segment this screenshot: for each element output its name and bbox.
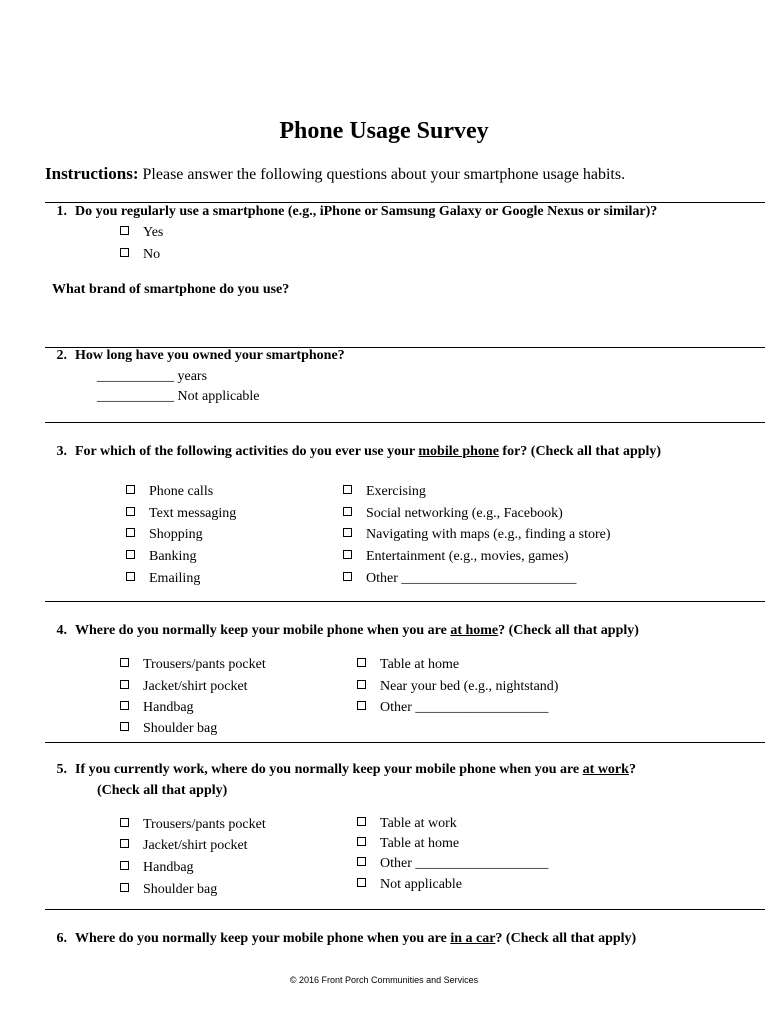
checkbox-icon[interactable] [126,507,135,516]
checkbox-icon[interactable] [120,818,129,827]
q5-option[interactable]: Shoulder bag [120,882,217,898]
checkbox-icon[interactable] [343,550,352,559]
divider [45,202,765,203]
checkbox-icon[interactable] [357,857,366,866]
q4-option[interactable]: Trousers/pants pocket [120,657,266,673]
checkbox-icon[interactable] [357,701,366,710]
checkbox-icon[interactable] [357,658,366,667]
instructions-label: Instructions: [45,164,139,183]
q3-option[interactable]: Banking [126,549,196,565]
checkbox-icon[interactable] [120,226,129,235]
checkbox-icon[interactable] [126,528,135,537]
divider [45,909,765,910]
q3-option[interactable]: Social networking (e.g., Facebook) [343,506,563,522]
checkbox-icon[interactable] [120,248,129,257]
checkbox-icon[interactable] [343,528,352,537]
checkbox-icon[interactable] [343,572,352,581]
q4-option[interactable]: Handbag [120,700,194,716]
page-title: Phone Usage Survey [279,118,489,144]
checkbox-icon[interactable] [120,658,129,667]
checkbox-icon[interactable] [357,878,366,887]
checkbox-icon[interactable] [120,861,129,870]
checkbox-icon[interactable] [126,572,135,581]
instructions-text: Please answer the following questions about your smartphone usage habits. [142,166,626,183]
q3-option[interactable]: Shopping [126,527,203,543]
question-1: 1. Do you regularly use a smartphone (e.g., iPhone or Samsung Galaxy or Google Nexus or similar)? [56,204,658,219]
q1-option-no[interactable]: No [120,247,160,263]
checkbox-icon[interactable] [357,680,366,689]
q3-option[interactable]: Phone calls [126,484,213,500]
question-6: 6. Where do you normally keep your mobile phone when you are in a car? (Check all that apply) [56,931,637,946]
q4-option[interactable]: Jacket/shirt pocket [120,679,248,695]
q3-option[interactable]: Navigating with maps (e.g., finding a store) [343,527,611,543]
checkbox-icon[interactable] [120,701,129,710]
checkbox-icon[interactable] [357,817,366,826]
q5-option[interactable]: Handbag [120,860,194,876]
question-5-line2: (Check all that apply) [97,783,228,798]
q4-option[interactable]: Near your bed (e.g., nightstand) [357,679,558,695]
q5-option[interactable]: Table at work [357,816,457,832]
q5-option[interactable]: Trousers/pants pocket [120,817,266,833]
q4-option[interactable]: Table at home [357,657,459,673]
q5-option[interactable]: Jacket/shirt pocket [120,838,248,854]
divider [45,742,765,743]
q5-option[interactable]: Not applicable [357,877,462,893]
q2-na-field[interactable]: ___________ Not applicable [97,389,260,404]
q3-option[interactable]: Text messaging [126,506,236,522]
q3-option[interactable]: Other _________________________ [343,571,576,587]
divider [45,601,765,602]
question-5: 5. If you currently work, where do you normally keep your mobile phone when you are at work? [56,762,636,777]
checkbox-icon[interactable] [343,485,352,494]
q2-years-field[interactable]: ___________ years [97,369,208,384]
q1-followup: What brand of smartphone do you use? [52,282,290,297]
q5-option[interactable]: Other ___________________ [357,856,548,872]
checkbox-icon[interactable] [120,722,129,731]
q1-option-yes[interactable]: Yes [120,225,163,241]
question-2: 2. How long have you owned your smartphone? [56,348,345,363]
instructions [45,164,625,184]
checkbox-icon[interactable] [126,550,135,559]
q3-option[interactable]: Exercising [343,484,426,500]
checkbox-icon[interactable] [120,680,129,689]
q3-option[interactable]: Entertainment (e.g., movies, games) [343,549,569,565]
q5-option[interactable]: Table at home [357,836,459,852]
checkbox-icon[interactable] [343,507,352,516]
checkbox-icon[interactable] [120,883,129,892]
footer: © 2016 Front Porch Communities and Services [289,975,479,985]
question-4: 4. Where do you normally keep your mobile phone when you are at home? (Check all that apply) [56,623,639,638]
divider [45,422,765,423]
checkbox-icon[interactable] [120,839,129,848]
checkbox-icon[interactable] [357,837,366,846]
q4-option[interactable]: Other ___________________ [357,700,548,716]
q4-option[interactable]: Shoulder bag [120,721,217,737]
question-3: 3. For which of the following activities do you ever use your mobile phone for? (Check all that apply) [56,444,662,459]
q3-option[interactable]: Emailing [126,571,200,587]
checkbox-icon[interactable] [126,485,135,494]
